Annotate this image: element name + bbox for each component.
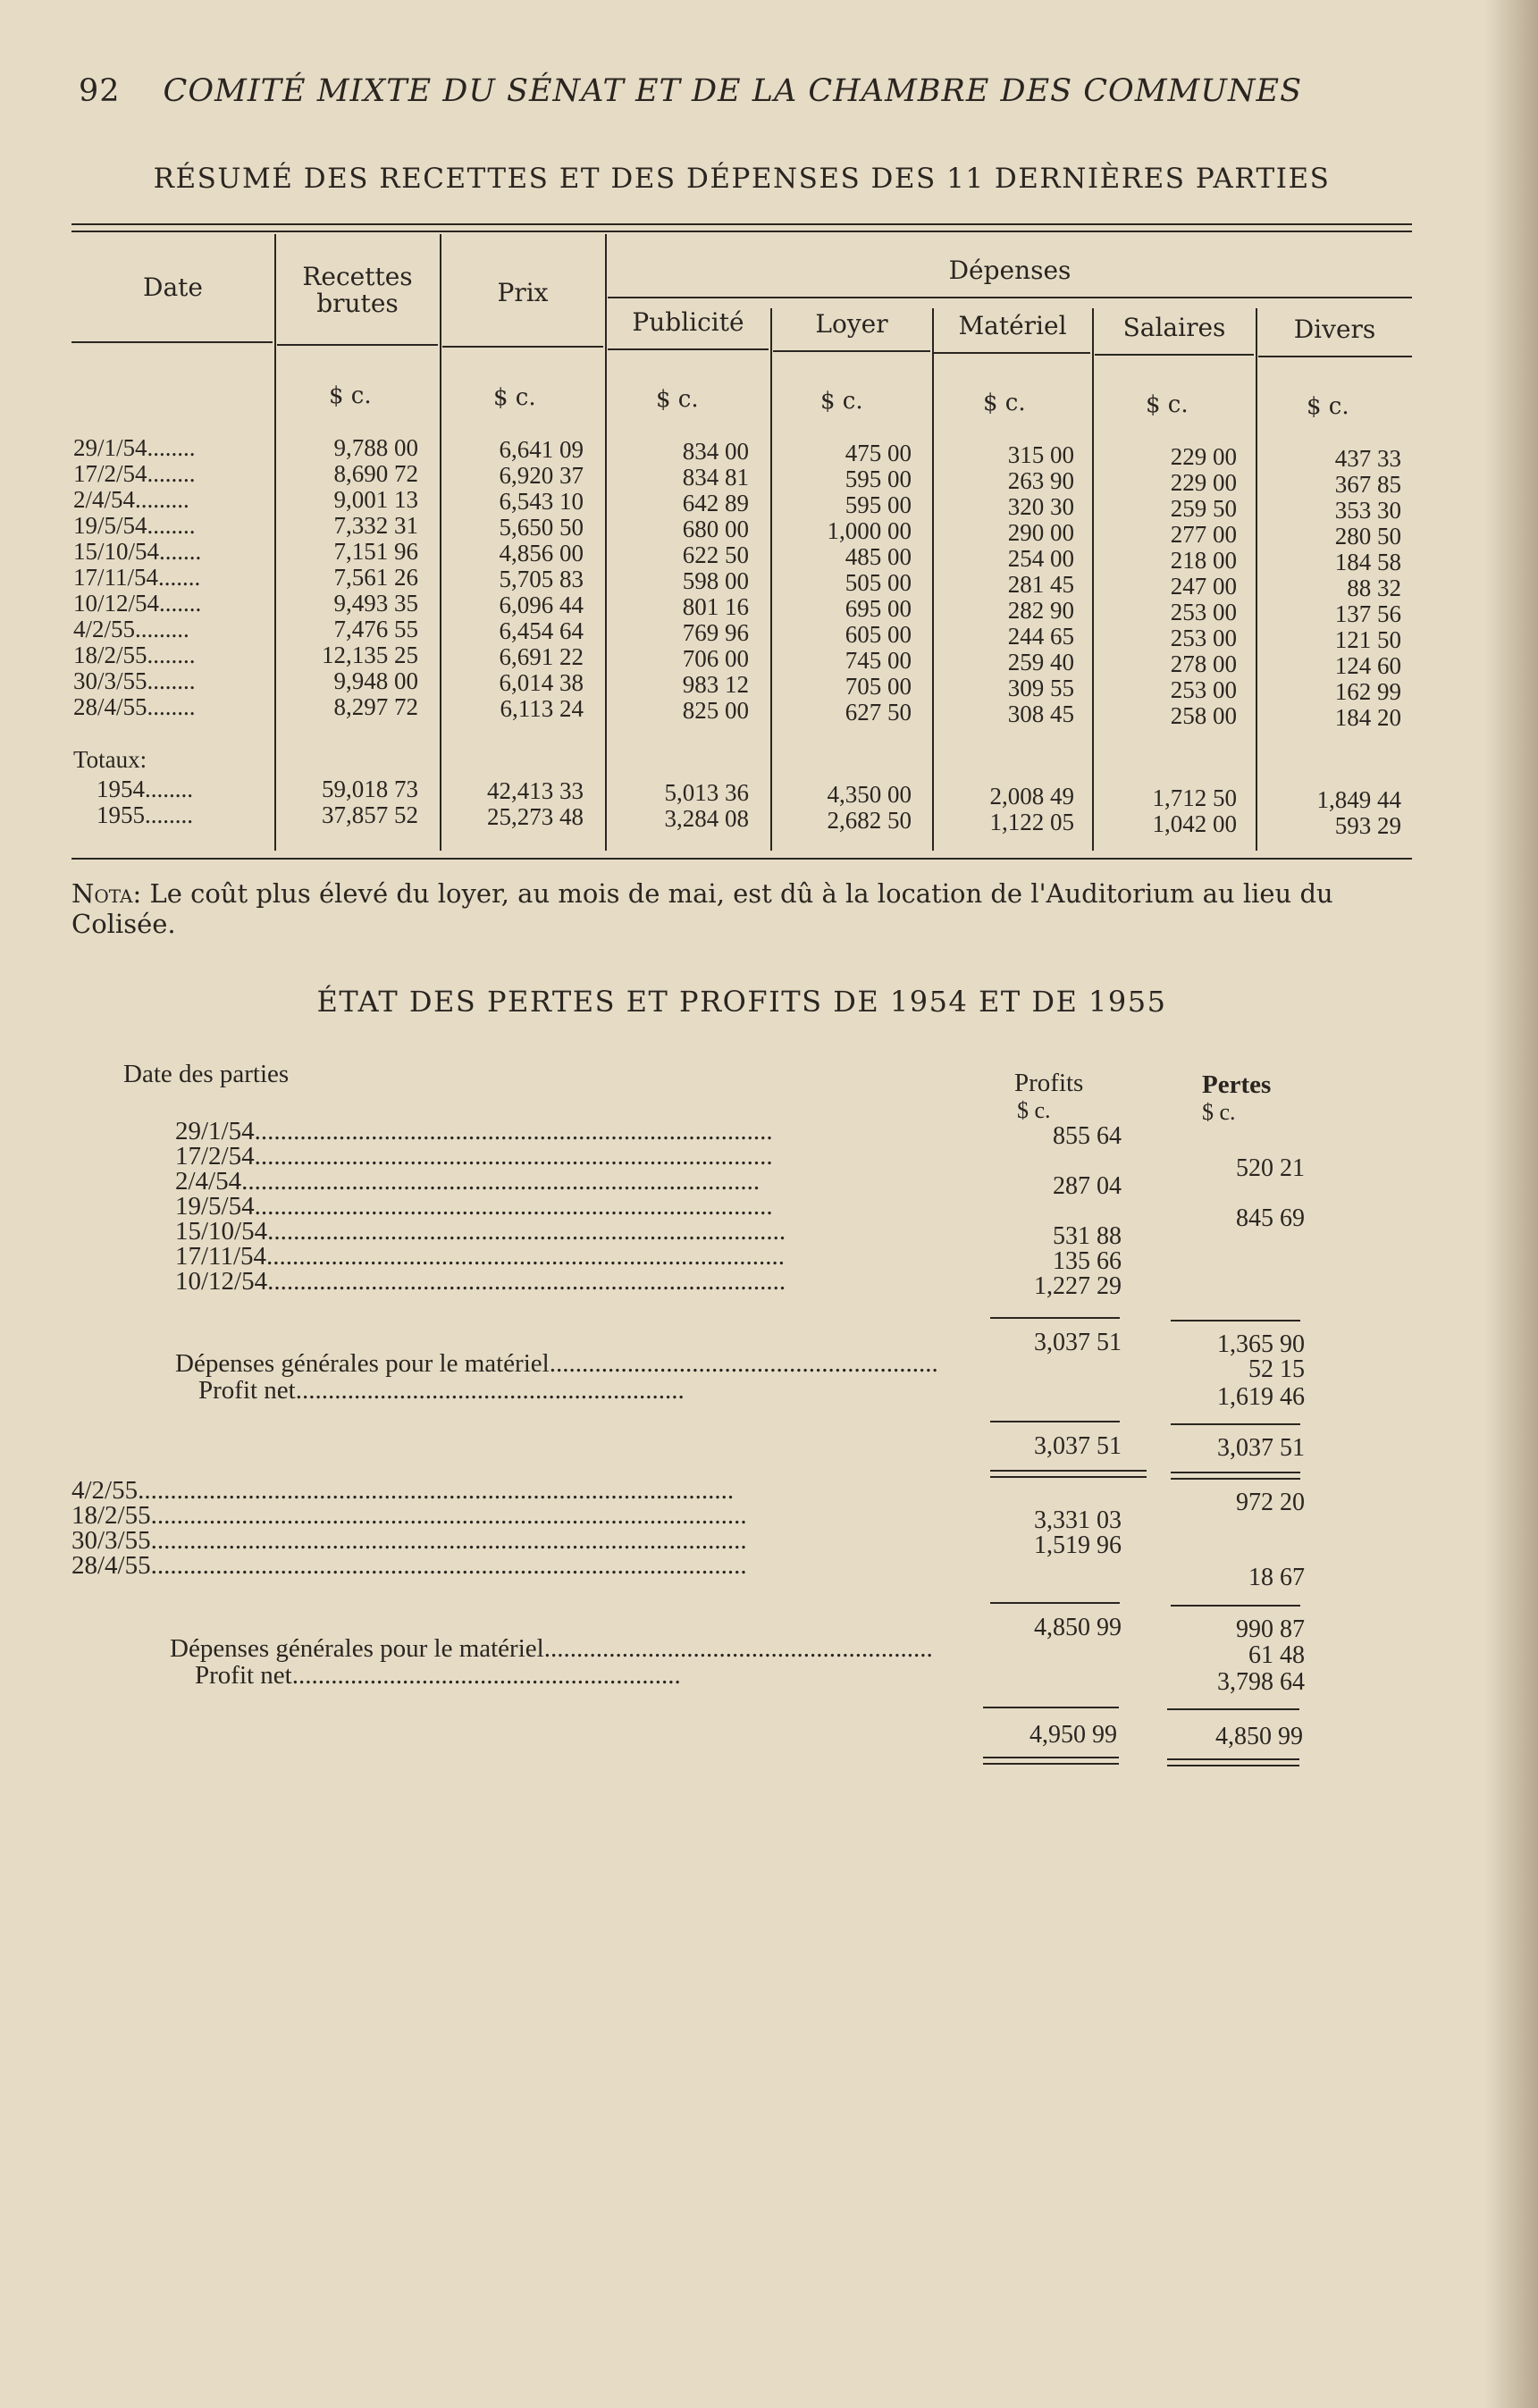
- leader-dots: ................................................................................: [254, 1192, 773, 1221]
- subtotal55-rule-pertes: [1171, 1605, 1300, 1607]
- header-depenses: Dépenses: [948, 256, 1072, 285]
- unit-loyer: $ c.: [820, 388, 863, 415]
- header-divers: Divers: [1293, 315, 1376, 344]
- net1954-label: [198, 1376, 685, 1405]
- prix-column: 6,641 09 6,920 37 6,543 10 5,650 50 4,856 00 5,705 83 6,096 44 6,454 64 6,691 22 6,014 38 6,113 24: [499, 436, 584, 722]
- header-salaires: Salaires: [1122, 313, 1226, 342]
- leader-dots: ............................................................................................: [138, 1476, 735, 1505]
- header-recettes: Recettes brutes: [302, 262, 413, 318]
- loyer-underline: [773, 350, 930, 352]
- salaires-column: 229 00 229 00 259 50 277 00 218 00 247 00 253 00 253 00 278 00 253 00 258 00: [1170, 443, 1237, 729]
- total-divers: 1,849 44 593 29: [1316, 786, 1401, 839]
- page-number: 92: [79, 73, 121, 109]
- profits-header: Profits: [1014, 1069, 1084, 1097]
- gen1955-label: [170, 1634, 933, 1664]
- footnote-text: Le coût plus élevé du loyer, au mois de mai, est dû à la location de l'Auditorium au lieu du Colisée.: [71, 878, 1333, 939]
- publicite-column: 834 00 834 81 642 89 680 00 622 50 598 00 801 16 769 96 706 00 983 12 825 00: [682, 438, 749, 724]
- leader-dots: ................................................................................: [266, 1242, 786, 1271]
- leader-dots: ................................................................................: [254, 1142, 773, 1170]
- leader-dots: ............................................................................................: [150, 1526, 747, 1555]
- depenses-rule: [608, 297, 1412, 298]
- materiel-underline: [934, 352, 1090, 354]
- tot1955-profit: 4,950 99: [1030, 1721, 1117, 1749]
- footnote-label: Nota:: [71, 878, 142, 909]
- col-sep: [1256, 308, 1257, 851]
- footnote: [71, 878, 1430, 939]
- total-salaires: 1,712 50 1,042 00: [1152, 784, 1237, 837]
- statement-profit: 3,331 03: [1034, 1506, 1122, 1534]
- statement-title: ÉTAT DES PERTES ET PROFITS DE 1954 ET DE 1955: [316, 985, 1167, 1019]
- sub1954-perte: 1,365 90: [1217, 1330, 1305, 1358]
- header-prix: Prix: [497, 278, 549, 307]
- statement-date-text: 10/12/54: [175, 1267, 268, 1296]
- gen1954-text: Dépenses générales pour le matériel: [175, 1349, 550, 1378]
- col-sep: [440, 234, 441, 851]
- header-materiel: Matériel: [958, 311, 1067, 340]
- double55-rule-pertes: [1167, 1758, 1299, 1760]
- statement-profit: 531 88: [1053, 1222, 1122, 1250]
- statement-date-text: 15/10/54: [175, 1217, 268, 1246]
- leader-dots: ................................................................................: [241, 1167, 761, 1196]
- total-rule-profits: [990, 1421, 1120, 1422]
- unit-recettes: $ c.: [329, 382, 372, 409]
- total-loyer: 4,350 00 2,682 50: [827, 781, 912, 834]
- table-bottom-rule: [71, 858, 1412, 860]
- unit-salaires: $ c.: [1146, 391, 1189, 418]
- double-rule-pertes-2: [1171, 1478, 1300, 1480]
- total-materiel: 2,008 49 1,122 05: [989, 783, 1074, 835]
- unit-materiel: $ c.: [983, 390, 1026, 416]
- net1954-perte: 1,619 46: [1217, 1383, 1305, 1411]
- double-rule-profits-2: [990, 1476, 1147, 1478]
- date-underline: [71, 341, 273, 343]
- recettes-underline: [277, 344, 438, 346]
- table-top-rule-2: [71, 231, 1412, 232]
- leader-dots: ............................................................: [295, 1376, 685, 1405]
- statement-date-text: 17/2/54: [175, 1142, 255, 1170]
- net1955-perte: 3,798 64: [1217, 1668, 1305, 1696]
- net1954-text: Profit net: [198, 1376, 296, 1405]
- double55-rule-pertes-2: [1167, 1765, 1299, 1766]
- sub1954-profit: 3,037 51: [1034, 1329, 1122, 1356]
- statement-perte: 520 21: [1236, 1154, 1305, 1182]
- double55-rule-profits: [983, 1757, 1119, 1758]
- double-rule-pertes: [1171, 1472, 1300, 1473]
- leader-dots: ............................................................................................: [150, 1551, 747, 1580]
- date-header: Date des parties: [123, 1060, 290, 1088]
- total-publicite: 5,013 36 3,284 08: [664, 779, 749, 832]
- header-title: COMITÉ MIXTE DU SÉNAT ET DE LA CHAMBRE DES COMMUNES: [163, 73, 1303, 109]
- leader-dots: ............................................................: [549, 1349, 938, 1378]
- statement-perte: 972 20: [1236, 1489, 1305, 1516]
- sub1955-perte: 990 87: [1236, 1615, 1305, 1643]
- table-top-rule: [71, 223, 1412, 225]
- unit-divers: $ c.: [1307, 393, 1349, 420]
- loyer-column: 475 00 595 00 595 00 1,000 00 485 00 505 00 695 00 605 00 745 00 705 00 627 50: [827, 440, 912, 726]
- col-sep: [274, 234, 276, 851]
- statement-date-text: 2/4/54: [175, 1167, 242, 1196]
- net1955-label: [195, 1661, 681, 1691]
- totals-label: Totaux:: [73, 746, 147, 773]
- total-recettes: 59,018 73 37,857 52: [322, 776, 418, 828]
- leader-dots: ............................................................: [543, 1634, 933, 1663]
- statement-date-text: 30/3/55: [71, 1526, 151, 1555]
- header-publicite: Publicité: [632, 307, 744, 337]
- statement-profit: 1,519 96: [1034, 1531, 1122, 1559]
- statement-date-text: 18/2/55: [71, 1501, 151, 1530]
- sub1955-profit: 4,850 99: [1034, 1614, 1122, 1641]
- double55-rule-profits-2: [983, 1763, 1119, 1765]
- running-header: [79, 73, 1330, 109]
- pertes-header: Pertes: [1202, 1070, 1272, 1099]
- net1955-text: Profit net: [195, 1661, 292, 1690]
- leader-dots: ............................................................................................: [150, 1501, 747, 1530]
- statement-date-text: 4/2/55: [71, 1476, 139, 1505]
- leader-dots: ............................................................: [291, 1661, 681, 1690]
- subtotal-rule-pertes: [1171, 1320, 1300, 1321]
- header-date: Date: [143, 273, 203, 302]
- statement-date-text: 17/11/54: [175, 1242, 267, 1271]
- divers-underline: [1258, 356, 1412, 357]
- total-prix: 42,413 33 25,273 48: [487, 777, 584, 830]
- tot1954-profit: 3,037 51: [1034, 1432, 1122, 1460]
- leader-dots: ................................................................................: [267, 1217, 786, 1246]
- gen1954-label: [175, 1349, 938, 1379]
- statement-profit: 855 64: [1053, 1122, 1122, 1150]
- statement-profit: 1,227 29: [1034, 1272, 1122, 1300]
- dates-column: 29/1/54........ 17/2/54........ 2/4/54......... 19/5/54........ 15/10/54....... 17/11/54....... 10/12/54....... 4/2/55......... 18/2/55........ 30/3/55........ 28/4/55........: [73, 434, 202, 720]
- statement-date: [175, 1267, 786, 1296]
- col-sep: [932, 308, 934, 851]
- subtotal-rule-profits: [990, 1317, 1120, 1319]
- unit-prix: $ c.: [493, 384, 536, 411]
- materiel-column: 315 00 263 90 320 30 290 00 254 00 281 45 282 90 244 65 259 40 309 55 308 45: [1007, 441, 1074, 727]
- double-rule-profits: [990, 1470, 1147, 1472]
- profits-unit: $ c.: [1017, 1097, 1051, 1123]
- header-loyer: Loyer: [815, 309, 888, 339]
- tot1955-perte: 4,850 99: [1215, 1723, 1303, 1750]
- leader-dots: ................................................................................: [254, 1117, 773, 1145]
- publicite-underline: [608, 348, 769, 350]
- statement-perte: 18 67: [1248, 1564, 1305, 1591]
- statement-date: [71, 1551, 747, 1581]
- divers-column: 437 33 367 85 353 30 280 50 184 58 88 32 137 56 121 50 124 60 162 99 184 20: [1334, 445, 1401, 731]
- statement-date-text: 19/5/54: [175, 1192, 255, 1221]
- pertes-unit: $ c.: [1202, 1099, 1236, 1125]
- prix-underline: [442, 346, 603, 348]
- total-dates: 1954........ 1955........: [97, 776, 193, 828]
- statement-perte: 845 69: [1236, 1204, 1305, 1232]
- gen1955-text: Dépenses générales pour le matériel: [170, 1634, 544, 1663]
- col-sep: [1092, 308, 1094, 851]
- total-rule-pertes: [1171, 1423, 1300, 1425]
- tot1954-perte: 3,037 51: [1217, 1434, 1305, 1462]
- unit-publicite: $ c.: [656, 386, 699, 413]
- salaires-underline: [1095, 354, 1254, 356]
- recettes-column: 9,788 00 8,690 72 9,001 13 7,332 31 7,151 96 7,561 26 9,493 35 7,476 55 12,135 25 9,948 00 8,297 72: [322, 434, 418, 720]
- statement-profit: 135 66: [1053, 1247, 1122, 1275]
- summary-title: RÉSUMÉ DES RECETTES ET DES DÉPENSES DES 11 DERNIÈRES PARTIES: [153, 163, 1331, 195]
- statement-date-text: 29/1/54: [175, 1117, 255, 1145]
- total55-rule-pertes: [1167, 1708, 1299, 1710]
- subtotal55-rule-profits: [990, 1602, 1120, 1604]
- col-sep: [770, 308, 772, 851]
- statement-profit: 287 04: [1053, 1172, 1122, 1200]
- gen1955-perte: 61 48: [1248, 1641, 1305, 1669]
- leader-dots: ................................................................................: [267, 1267, 786, 1296]
- total55-rule-profits: [983, 1707, 1119, 1708]
- gen1954-perte: 52 15: [1248, 1355, 1305, 1383]
- statement-date-text: 28/4/55: [71, 1551, 151, 1580]
- page-edge-shadow: [1484, 0, 1538, 2408]
- col-sep: [605, 234, 607, 851]
